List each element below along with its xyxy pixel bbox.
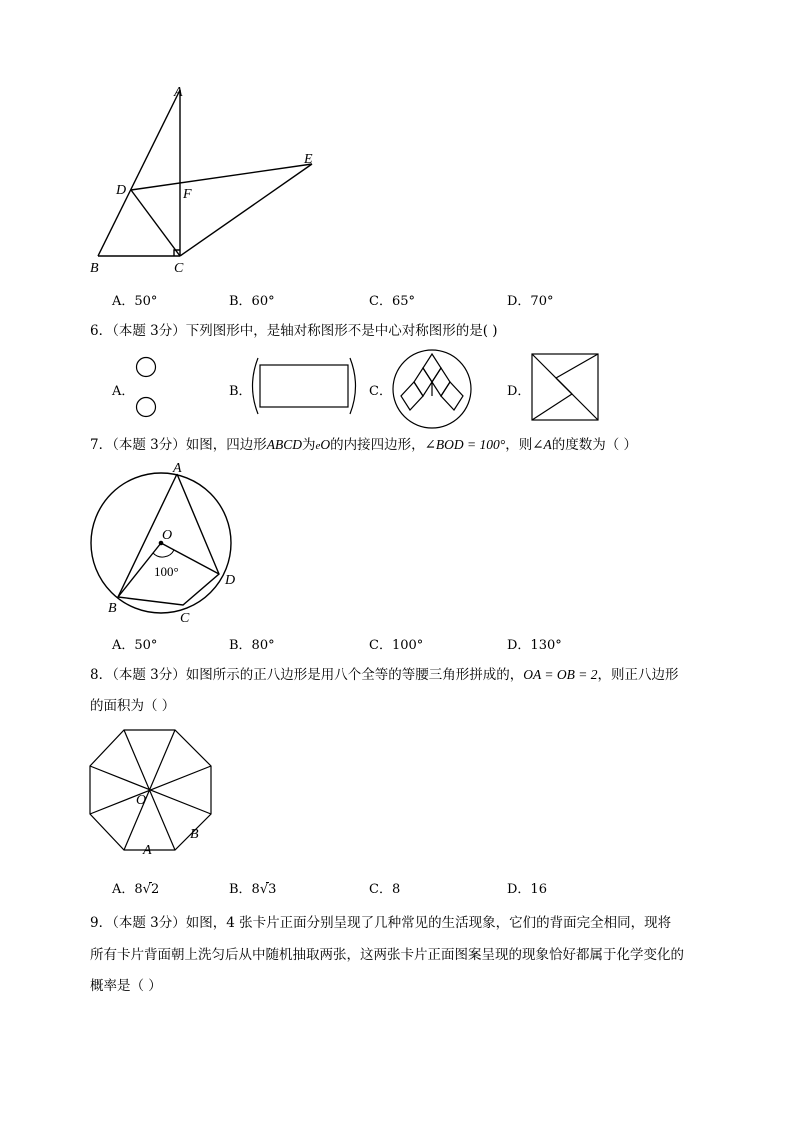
q7-angle-label: 100° <box>154 564 179 579</box>
q7-quad-name: ABCD <box>266 437 302 452</box>
q7-stem <box>90 435 637 456</box>
q7-angle-expr: ∠BOD = 100° <box>424 437 506 452</box>
q8-option-a-radicand: 2 <box>150 882 160 897</box>
q7-number: 7． <box>90 437 113 453</box>
q7-label-c: C <box>180 611 190 626</box>
q8-stem-line2: 的面积为（ ） <box>90 698 176 714</box>
q7-angle-a: ∠A <box>532 437 552 452</box>
q7-text-a: 如图，四边形 <box>185 437 267 453</box>
q6-option-c[interactable]: C． <box>369 384 392 399</box>
q9-score: （本题 3分） <box>112 915 186 931</box>
q8-score: （本题 3分） <box>112 667 186 683</box>
q5-option-d[interactable]: D．70° <box>507 294 554 309</box>
q5-option-b[interactable]: B．60° <box>229 294 275 309</box>
q6-option-d[interactable]: D． <box>507 384 531 399</box>
q5-option-c[interactable]: C．65° <box>369 294 415 309</box>
q5-label-f: F <box>183 187 192 202</box>
q9-stem-line3: 概率是（ ） <box>90 978 162 994</box>
q9-number: 9． <box>90 915 113 931</box>
q8-option-a[interactable] <box>112 878 159 897</box>
q8-stem-line1 <box>90 665 678 685</box>
q7-circle-figure <box>80 458 255 630</box>
q8-option-b-radicand: 3 <box>268 882 277 897</box>
q8-text-b: ，则正八边形 <box>597 667 679 683</box>
sqrt-icon: √ <box>142 882 151 897</box>
q5-option-a[interactable]: A．50° <box>112 294 158 309</box>
q7-option-b[interactable]: B．80° <box>229 638 275 653</box>
q7-label-b: B <box>108 601 117 616</box>
q6-score: （本题 3分） <box>112 323 186 339</box>
q6-option-a[interactable]: A． <box>112 384 135 399</box>
q9-stem-line2: 所有卡片背面朝上洗匀后从中随机抽取两张，这两张卡片正面图案呈现的现象恰好都属于化学变化的 <box>90 947 684 963</box>
q6-number: 6． <box>90 323 113 339</box>
q8-option-a-coef: A．8 <box>112 882 143 897</box>
q7-label-o: O <box>162 528 173 543</box>
q7-option-d[interactable]: D．130° <box>507 638 562 653</box>
q7-text-c: 的内接四边形， <box>330 437 425 453</box>
q7-label-a: A <box>173 461 182 476</box>
q6-option-b[interactable]: B． <box>229 384 252 399</box>
q7-text-d: ，则 <box>505 437 533 453</box>
q8-option-b-coef: B．8 <box>229 882 260 897</box>
q5-label-c: C <box>174 261 184 276</box>
q5-label-e: E <box>304 152 313 167</box>
q6-figure-circle-rhombi <box>391 348 473 430</box>
q6-figure-rectangle-arcs <box>248 356 360 418</box>
q5-label-b: B <box>90 261 99 276</box>
q7-label-d: D <box>225 573 236 588</box>
q8-option-b[interactable] <box>229 878 276 897</box>
q8-option-c[interactable]: C．8 <box>369 882 401 897</box>
q7-option-c[interactable]: C．100° <box>369 638 424 653</box>
q6-stem <box>90 321 498 341</box>
q8-option-d[interactable]: D．16 <box>507 882 547 897</box>
q7-circle-symbol: e <box>315 440 321 452</box>
q8-label-o: O <box>136 793 147 808</box>
q6-figure-square-pinwheel <box>530 352 602 422</box>
q8-label-b: B <box>190 827 199 842</box>
q7-text-b: 为 <box>301 437 316 453</box>
q5-triangle-figure <box>80 80 340 280</box>
q7-circle-name: O <box>320 437 331 452</box>
q8-label-a: A <box>143 843 152 858</box>
q7-option-a[interactable]: A．50° <box>112 638 158 653</box>
q5-label-a: A <box>174 85 183 100</box>
q8-equation: OA = OB = 2 <box>523 667 598 682</box>
q9-stem-line1 <box>90 913 671 933</box>
q6-text: 下列图形中，是轴对称图形不是中心对称图形的是( ) <box>185 323 498 339</box>
q8-octagon-figure <box>86 726 216 860</box>
q7-score: （本题 3分） <box>112 437 186 453</box>
q8-number: 8． <box>90 667 113 683</box>
sqrt-icon: √ <box>259 882 269 897</box>
q9-text-1: 如图，4 张卡片正面分别呈现了几种常见的生活现象，它们的背面完全相同，现将 <box>185 915 672 931</box>
q6-figure-two-circles <box>134 356 160 418</box>
q5-label-d: D <box>116 183 127 198</box>
q8-text-a: 如图所示的正八边形是用八个全等的等腰三角形拼成的， <box>185 667 524 683</box>
q7-text-e: 的度数为（ ） <box>551 437 638 453</box>
